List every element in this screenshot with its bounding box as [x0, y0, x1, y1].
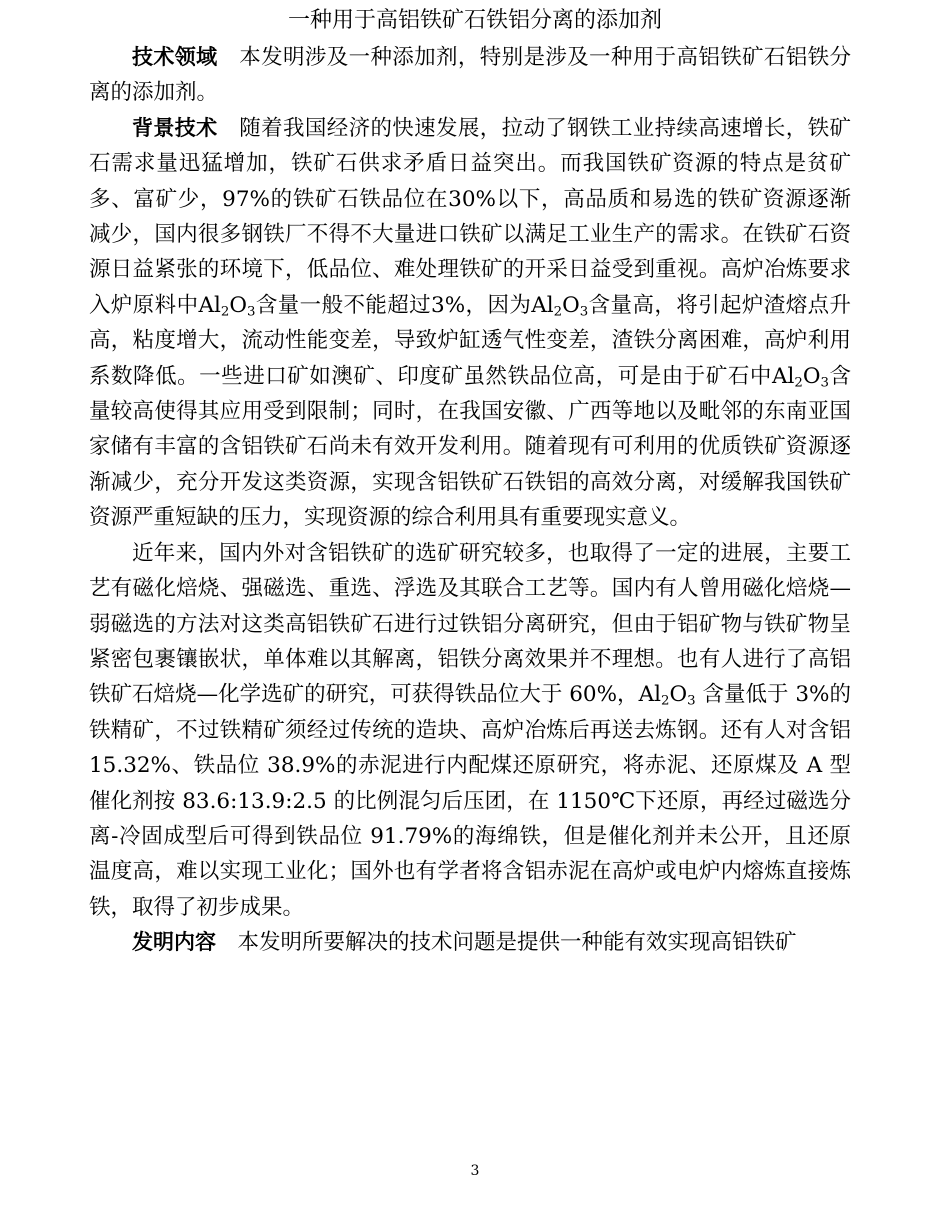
- invention-text: 本发明所要解决的技术问题是提供一种能有效实现高铝铁矿: [237, 930, 797, 956]
- background-text-4: 含量较高使得其应用受到限制；同时，在我国安徽、广西等地以及毗邻的东南亚国家储有丰富的含铝铁矿石尚未有效开发利用。随着现有可利用的优质铁矿资源逐渐减少，充分开发这类资源，实现含铝铁矿石铁铝的高效分离，对缓解我国铁矿资源严重短缺的压力，实现资源的综合利用具有重要现实意义。: [89, 363, 851, 531]
- tech-field-text: 本发明涉及一种添加剂，特别是涉及一种用于高铝铁矿石铝铁分离的添加剂。: [89, 45, 851, 106]
- formula-al2o3: $Al_2O_3$: [531, 292, 589, 320]
- paragraph-recent-research: [89, 536, 851, 925]
- document-title: 一种用于高铝铁矿石铁铝分离的添加剂: [287, 8, 662, 33]
- page-number: 3: [470, 1163, 480, 1179]
- background-text-1: 随着我国经济的快速发展，拉动了钢铁工业持续高速增长，铁矿石需求量迅猛增加，铁矿石供求矛盾日益突出。而我国铁矿资源的特点是贫矿多、富矿少，97%的铁矿石铁品位在30%以下，高品质和易选的铁矿资源逐渐减少，国内很多钢铁厂不得不大量进口铁矿以满足工业生产的需求。在铁矿石资源日益紧张的环境下，低品位、难处理铁矿的开采日益受到重视。高炉冶炼要求入炉原料中: [89, 115, 851, 318]
- formula-al2o3: $Al_2O_3$: [198, 292, 256, 320]
- paragraph-background: [89, 111, 851, 536]
- formula-al2o3: $Al_2O_3$: [771, 363, 829, 391]
- document-body: [89, 40, 851, 961]
- heading-tech-field: 技术领域: [132, 45, 218, 69]
- heading-background: 背景技术: [132, 115, 218, 140]
- recent-text-2: 含量低于 3%的铁精矿，不过铁精矿须经过传统的造块、高炉冶炼后再送去炼钢。还有人对含铝 15.32%、铁品位 38.9%的赤泥进行内配煤还原研究，将赤泥、还原煤及 A 型催化剂按 83.6:13.9:2.5 的比例混匀后压团，在 1150℃下还原，再经过磁选分离-冷固成型后可得到铁品位 91.79%的海绵铁，但是催化剂并未公开，且还原温度高，难以实现工业化；国外也有学者将含铝赤泥在高炉或电炉内熔炼直接炼铁，取得了初步成果。: [89, 682, 851, 920]
- heading-invention: 发明内容: [132, 930, 216, 955]
- background-text-3: 含量高，将引起炉渣熔点升高，粘度增大，流动性能变差，导致炉缸透气性变差，渣铁分离困难，高炉利用系数降低。一些进口矿如澳矿、印度矿虽然铁品位高，可是由于矿石中: [89, 292, 851, 389]
- recent-text-1: 近年来，国内外对含铝铁矿的选矿研究较多，也取得了一定的进展，主要工艺有磁化焙烧、强磁选、重选、浮选及其联合工艺等。国内有人曾用磁化焙烧—弱磁选的方法对这类高铝铁矿石进行过铁铝分离研究，但由于铝矿物与铁矿物呈紧密包裹镶嵌状，单体难以其解离，铝铁分离效果并不理想。也有人进行了高铝铁矿石焙烧—化学选矿的研究，可获得铁品位大于 60%，: [89, 540, 851, 708]
- formula-al2o3: $Al_2O_3$: [638, 682, 696, 710]
- background-text-2: 含量一般不能超过3%，因为: [255, 292, 532, 318]
- paragraph-tech-field: [89, 40, 851, 111]
- paragraph-invention: [89, 925, 851, 960]
